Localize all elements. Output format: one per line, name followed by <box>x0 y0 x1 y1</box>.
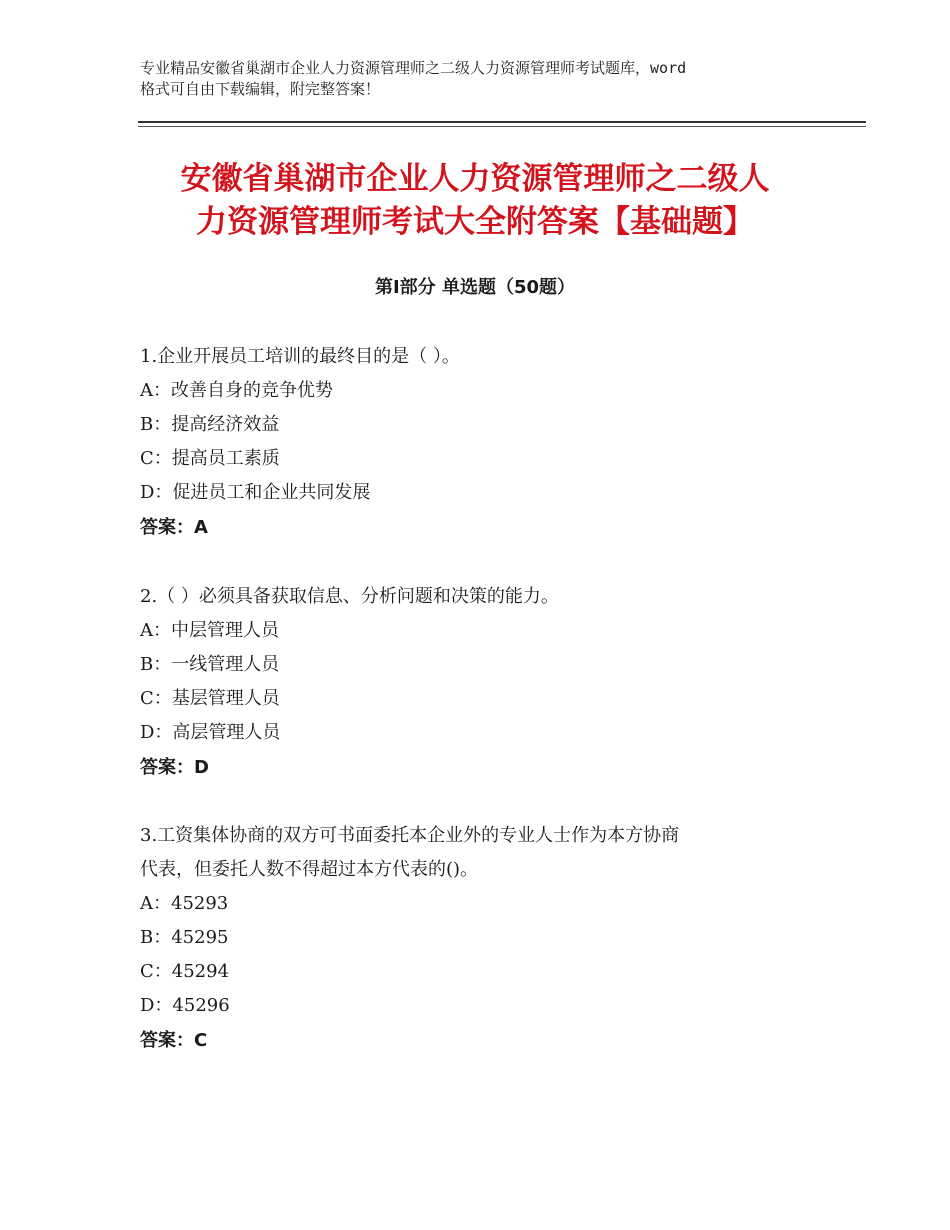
question-1-option-b: B：提高经济效益 <box>140 414 280 435</box>
question-2-option-d: D：高层管理人员 <box>140 722 281 743</box>
question-1-answer: 答案：A <box>140 517 208 538</box>
question-2-option-a: A：中层管理人员 <box>140 620 279 641</box>
question-3-option-c: C：45294 <box>140 961 230 982</box>
document-title-line-2: 力资源管理师考试大全附答案【基础题】 <box>196 204 754 240</box>
question-2-answer: 答案：D <box>140 757 209 778</box>
question-1-option-a: A：改善自身的竞争优势 <box>140 380 333 401</box>
question-3-answer: 答案：C <box>140 1030 208 1051</box>
section-heading: 第Ⅰ部分 单选题（50题） <box>374 277 575 298</box>
question-1-option-d: D：促进员工和企业共同发展 <box>140 482 371 503</box>
header-divider-thin <box>138 126 866 127</box>
question-2-option-c: C：基层管理人员 <box>140 688 280 709</box>
document-title-line-1: 安徽省巢湖市企业人力资源管理师之二级人 <box>180 161 770 197</box>
header-note <box>140 58 830 100</box>
question-3-option-d: D：45296 <box>140 995 230 1016</box>
document-title <box>140 158 810 244</box>
question-3-option-b: B：45295 <box>140 927 229 948</box>
question-3-stem-line-1: 3.工资集体协商的双方可书面委托本企业外的专业人士作为本方协商 <box>140 825 680 846</box>
header-divider-thick <box>138 121 866 123</box>
question-3-stem-line-2: 代表，但委托人数不得超过本方代表的()。 <box>140 859 479 880</box>
question-2-stem: 2.（ ）必须具备获取信息、分析问题和决策的能力。 <box>140 586 559 607</box>
header-note-line-2: 格式可自由下载编辑，附完整答案！ <box>140 80 381 98</box>
question-1-stem: 1.企业开展员工培训的最终目的是（ ）。 <box>140 346 460 367</box>
question-1-option-c: C：提高员工素质 <box>140 448 280 469</box>
question-2-option-b: B：一线管理人员 <box>140 654 280 675</box>
question-3-option-a: A：45293 <box>140 893 229 914</box>
header-note-line-1: 专业精品安徽省巢湖市企业人力资源管理师之二级人力资源管理师考试题库，word <box>140 59 687 77</box>
